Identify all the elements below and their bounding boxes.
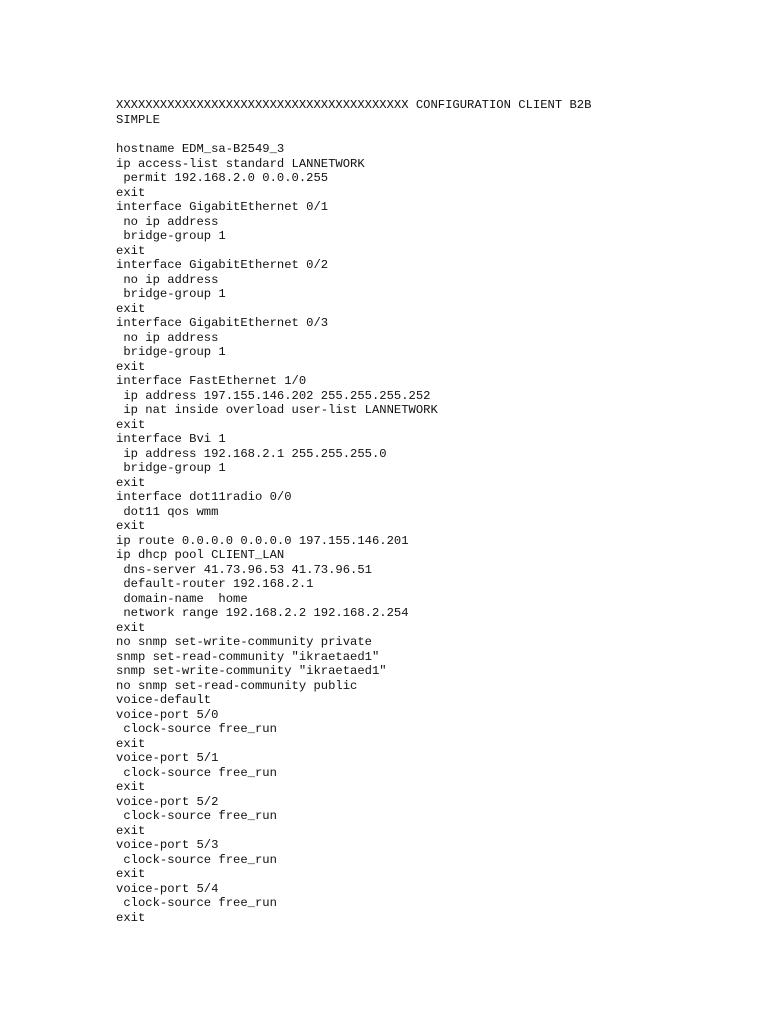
config-line: interface GigabitEthernet 0/1 bbox=[116, 200, 329, 214]
config-line: exit bbox=[116, 301, 146, 316]
config-line: snmp set-write-community "ikraetaed1" bbox=[116, 664, 387, 678]
config-line: exit bbox=[116, 185, 146, 200]
config-line: ip dhcp pool CLIENT_LAN bbox=[116, 548, 285, 562]
config-line: voice-port 5/0 bbox=[116, 707, 219, 722]
config-line: exit bbox=[116, 359, 146, 374]
title-line-2: SIMPLE bbox=[116, 113, 160, 127]
config-line: exit bbox=[116, 867, 146, 881]
config-line: interface FastEthernet 1/0 bbox=[116, 374, 307, 388]
config-line: ip route 0.0.0.0 0.0.0.0 197.155.146.201 bbox=[116, 533, 409, 548]
config-line: ip address 192.168.2.1 255.255.255.0 bbox=[116, 446, 387, 461]
config-line: ip nat inside overload user-list LANNETWORK bbox=[116, 403, 438, 417]
config-line: clock-source free_run bbox=[116, 896, 277, 910]
config-line: bridge-group 1 bbox=[116, 461, 226, 475]
config-line: exit bbox=[116, 417, 146, 432]
config-line: exit bbox=[116, 475, 146, 490]
config-line: no ip address bbox=[116, 214, 219, 229]
title-line-1: XXXXXXXXXXXXXXXXXXXXXXXXXXXXXXXXXXXXXXXX CONFIGURATION CLIENT B2B bbox=[116, 98, 592, 112]
config-line: bridge-group 1 bbox=[116, 229, 226, 243]
config-line: no ip address bbox=[116, 272, 219, 287]
config-line: clock-source free_run bbox=[116, 809, 277, 823]
config-line: interface dot11radio 0/0 bbox=[116, 490, 292, 504]
config-line: clock-source free_run bbox=[116, 765, 277, 780]
config-line: exit bbox=[116, 620, 146, 635]
config-line: exit bbox=[116, 910, 146, 925]
config-line: ip address 197.155.146.202 255.255.255.252 bbox=[116, 388, 431, 403]
config-line: exit bbox=[116, 823, 146, 838]
config-line: interface GigabitEthernet 0/3 bbox=[116, 316, 329, 330]
config-line: bridge-group 1 bbox=[116, 345, 226, 359]
config-line: voice-port 5/1 bbox=[116, 751, 219, 765]
config-line: default-router 192.168.2.1 bbox=[116, 577, 314, 591]
config-line: exit bbox=[116, 780, 146, 794]
config-line: no ip address bbox=[116, 330, 219, 345]
document-title bbox=[116, 98, 676, 128]
config-line: interface Bvi 1 bbox=[116, 432, 226, 446]
config-line: interface GigabitEthernet 0/2 bbox=[116, 258, 329, 272]
config-line: no snmp set-write-community private bbox=[116, 635, 372, 649]
config-line: hostname EDM_sa-B2549_3 bbox=[116, 142, 285, 156]
config-line: permit 192.168.2.0 0.0.0.255 bbox=[116, 171, 329, 185]
config-line: dot11 qos wmm bbox=[116, 504, 219, 519]
config-line: snmp set-read-community "ikraetaed1" bbox=[116, 649, 380, 664]
config-line: exit bbox=[116, 736, 146, 751]
config-line: exit bbox=[116, 243, 146, 258]
config-line: network range 192.168.2.2 192.168.2.254 bbox=[116, 606, 409, 620]
configuration-text bbox=[116, 142, 716, 925]
config-line: voice-port 5/3 bbox=[116, 838, 219, 852]
config-line: voice-port 5/4 bbox=[116, 881, 219, 896]
config-line: bridge-group 1 bbox=[116, 287, 226, 301]
config-line: exit bbox=[116, 519, 146, 533]
config-line: voice-port 5/2 bbox=[116, 794, 219, 809]
config-line: voice-default bbox=[116, 693, 212, 707]
config-line: clock-source free_run bbox=[116, 852, 277, 867]
config-line: dns-server 41.73.96.53 41.73.96.51 bbox=[116, 562, 372, 577]
config-line: no snmp set-read-community public bbox=[116, 678, 358, 693]
config-line: clock-source free_run bbox=[116, 722, 277, 736]
config-line: domain-name home bbox=[116, 591, 248, 606]
config-line: ip access-list standard LANNETWORK bbox=[116, 156, 365, 171]
